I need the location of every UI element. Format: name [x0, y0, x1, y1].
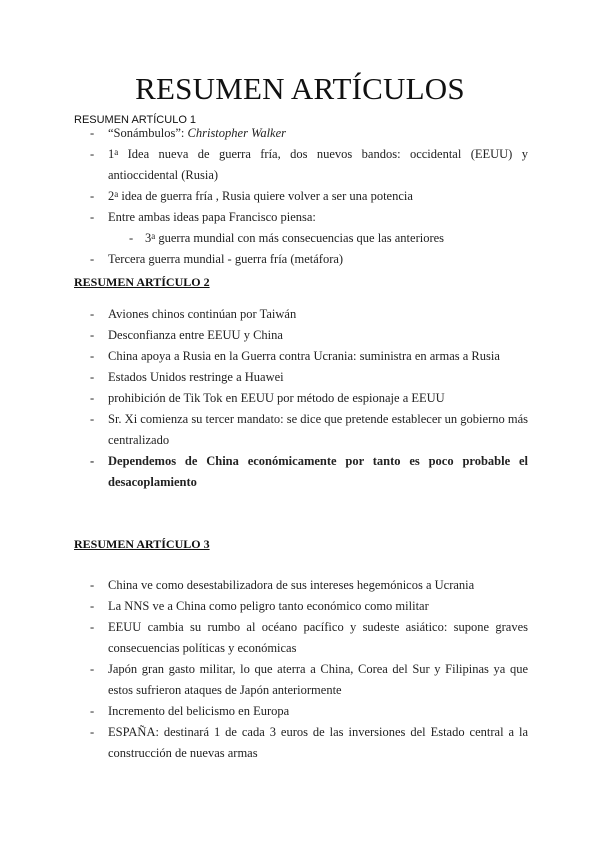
bullet-dash: -: [90, 391, 95, 405]
bullet-dash: -: [90, 370, 95, 384]
list-item: [74, 123, 528, 144]
ordinal-suffix: a: [114, 188, 119, 199]
ordinal-number: 3: [145, 231, 152, 245]
article-3-list: [74, 575, 528, 764]
bullet-dash: -: [90, 189, 95, 203]
article-1-list: [74, 123, 528, 270]
article-1-section: [74, 123, 528, 270]
item-text: Entre ambas ideas papa Francisco piensa:: [108, 210, 316, 224]
sub-list-item: [74, 228, 528, 249]
ordinal-number: 1: [108, 147, 115, 161]
bullet-dash: -: [90, 454, 95, 468]
article-2-heading: RESUMEN ARTÍCULO 2: [74, 275, 210, 289]
item-text: EEUU cambia su rumbo al océano pacífico y sudeste asiático: supone graves consecuencias políticas y económicas: [108, 620, 528, 655]
article-3-section: [74, 537, 528, 764]
item-text: Aviones chinos continúan por Taiwán: [108, 307, 297, 321]
list-item: [74, 325, 528, 346]
document-title: RESUMEN ARTÍCULOS: [135, 71, 465, 106]
item-text: “Sonámbulos”:: [108, 126, 188, 140]
author-name: Christopher Walker: [187, 126, 287, 140]
article-2-list: [74, 304, 528, 493]
item-text: Estados Unidos restringe a Huawei: [108, 370, 284, 384]
bullet-dash: -: [90, 620, 95, 634]
bullet-dash: -: [90, 307, 95, 321]
item-text: ESPAÑA: destinará 1 de cada 3 euros de las inversiones del Estado central a la construcción de nuevas armas: [108, 725, 528, 760]
bullet-dash: -: [90, 412, 95, 426]
item-text: prohibición de Tik Tok en EEUU por método de espionaje a EEUU: [108, 391, 445, 405]
bullet-dash: -: [90, 349, 95, 363]
list-item: [74, 304, 528, 325]
item-text: Sr. Xi comienza su tercer mandato: se dice que pretende establecer un gobierno más centralizado: [108, 412, 528, 447]
item-text: Incremento del belicismo en Europa: [108, 704, 290, 718]
list-item: [74, 346, 528, 367]
list-item: [74, 249, 528, 270]
ordinal-number: 2: [108, 189, 115, 203]
item-text: Japón gran gasto militar, lo que aterra a China, Corea del Sur y Filipinas ya que estos sufrieron ataques de Japón anteriormente: [108, 662, 528, 697]
bullet-dash: -: [90, 252, 95, 266]
ordinal-suffix: a: [151, 230, 156, 241]
item-text: China ve como desestabilizadora de sus intereses hegemónicos a Ucrania: [108, 578, 475, 592]
list-item: [74, 144, 528, 186]
item-text: China apoya a Rusia en la Guerra contra Ucrania: suministra en armas a Rusia: [108, 349, 500, 363]
item-text: Desconfianza entre EEUU y China: [108, 328, 283, 342]
ordinal-suffix: a: [114, 146, 119, 157]
list-item: [74, 701, 528, 722]
item-text: guerra mundial con más consecuencias que las anteriores: [155, 231, 445, 245]
bullet-dash: -: [90, 662, 95, 676]
item-text: Idea nueva de guerra fría, dos nuevos bandos: occidental (EEUU) y antioccidental (Rusia): [108, 147, 528, 182]
bullet-dash: -: [90, 599, 95, 613]
list-item: [74, 596, 528, 617]
list-item-emphasis: [74, 451, 528, 493]
bullet-dash: -: [90, 578, 95, 592]
bullet-dash: -: [90, 210, 95, 224]
list-item: [74, 388, 528, 409]
bullet-dash: -: [90, 328, 95, 342]
bullet-dash: -: [90, 704, 95, 718]
list-item: [74, 575, 528, 596]
list-item: [74, 207, 528, 228]
bullet-dash: -: [129, 231, 134, 245]
list-item: [74, 409, 528, 451]
bullet-dash: -: [90, 725, 95, 739]
article-2-section: [74, 275, 528, 493]
list-item: [74, 659, 528, 701]
list-item: [74, 367, 528, 388]
bullet-dash: -: [90, 147, 95, 161]
item-text: La NNS ve a China como peligro tanto económico como militar: [108, 599, 429, 613]
list-item: [74, 617, 528, 659]
list-item: [74, 186, 528, 207]
article-3-heading: RESUMEN ARTÍCULO 3: [74, 537, 210, 551]
item-text: idea de guerra fría , Rusia quiere volver a ser una potencia: [118, 189, 413, 203]
list-item: [74, 722, 528, 764]
article-1-heading: RESUMEN ARTÍCULO 1: [74, 114, 197, 126]
item-text: Tercera guerra mundial - guerra fría (metáfora): [108, 252, 344, 266]
bullet-dash: -: [90, 126, 95, 140]
item-text: Dependemos de China económicamente por tanto es poco probable el desacoplamiento: [108, 454, 528, 489]
